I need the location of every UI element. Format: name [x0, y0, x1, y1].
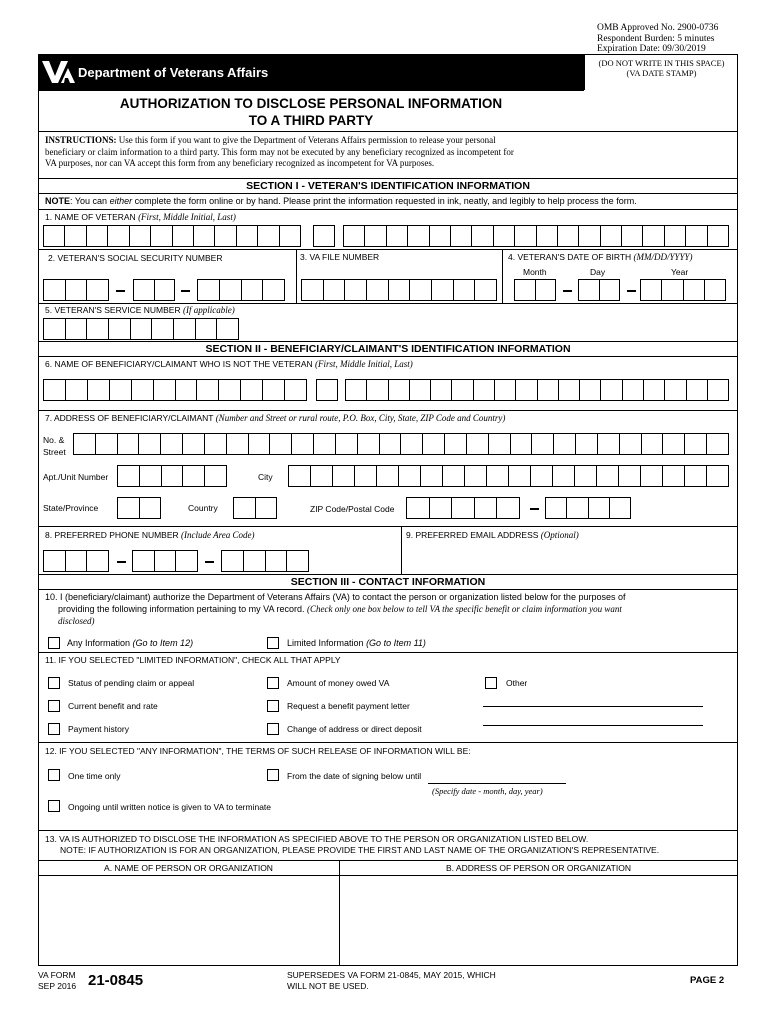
other-checkbox[interactable] [485, 677, 497, 689]
instructions-label: INSTRUCTIONS: [45, 135, 117, 145]
state-field[interactable] [117, 497, 161, 519]
note-either: either [109, 196, 133, 206]
state-label: State/Province [43, 503, 99, 513]
current-benefit-checkbox[interactable] [48, 700, 60, 712]
column-a-header: A. NAME OF PERSON OR ORGANIZATION [104, 863, 273, 873]
other-specify-line-2[interactable] [483, 725, 703, 726]
claimant-middle-initial-field[interactable] [316, 379, 338, 401]
pending-claim-label: Status of pending claim or appeal [68, 678, 195, 688]
item-12-label: 12. IF YOU SELECTED "ANY INFORMATION", THE TERMS OF SUCH RELEASE OF INFORMATION WILL BE: [45, 746, 471, 756]
ssn-part-1-field[interactable] [43, 279, 109, 301]
money-owed-checkbox[interactable] [267, 677, 279, 689]
claimant-last-name-field[interactable] [345, 379, 729, 401]
person-address-field[interactable] [341, 877, 736, 963]
apt-label: Apt./Unit Number [43, 472, 109, 482]
veteran-middle-initial-field[interactable] [313, 225, 335, 247]
zip-label: ZIP Code/Postal Code [310, 504, 395, 514]
dob-month-field[interactable] [514, 279, 556, 301]
service-number-field[interactable] [43, 318, 239, 340]
va-file-number-field[interactable] [301, 279, 497, 301]
dob-day-label: Day [590, 267, 606, 277]
phone-prefix-field[interactable] [132, 550, 198, 572]
form-title [38, 95, 584, 129]
instructions-text-2: beneficiary or claim information to a third party. This form may not be executed by any beneficiary recognized as incompetent for [45, 146, 514, 157]
va-form-label: VA FORM [38, 970, 76, 980]
instructions-text-3: VA purposes, nor can VA accept this form from any beneficiary recognized as incompetent for VA purposes. [45, 158, 435, 168]
column-b-header: B. ADDRESS OF PERSON OR ORGANIZATION [446, 863, 631, 873]
note-label: NOTE [45, 196, 71, 206]
agency-name: Department of Veterans Affairs [78, 65, 269, 80]
address-change-checkbox[interactable] [267, 723, 279, 735]
current-benefit-label: Current benefit and rate [68, 701, 158, 711]
limited-information-label: Limited Information (Go to Item 11) [287, 638, 426, 648]
from-date-label: From the date of signing below until [287, 771, 422, 781]
item-6-label: 6. NAME OF BENEFICIARY/CLAIMANT WHO IS NOT THE VETERAN (First, Middle Initial, Last) [45, 359, 413, 369]
payment-letter-label: Request a benefit payment letter [287, 701, 410, 711]
apt-number-field[interactable] [117, 465, 227, 487]
item-2-label: 2. VETERAN'S SOCIAL SECURITY NUMBER [48, 253, 223, 263]
from-date-checkbox[interactable] [267, 769, 279, 781]
ssn-part-3-field[interactable] [197, 279, 285, 301]
omb-info [597, 23, 718, 55]
omb-expiration: Expiration Date: 09/30/2019 [597, 44, 706, 54]
veteran-last-name-field[interactable] [343, 225, 729, 247]
phone-area-code-field[interactable] [43, 550, 109, 572]
any-information-checkbox[interactable] [48, 637, 60, 649]
instructions-text-1: Use this form if you want to give the Department of Veterans Affairs permission to release your personal [118, 135, 496, 145]
item-9-label: 9. PREFERRED EMAIL ADDRESS (Optional) [406, 530, 579, 540]
form-title-line2: TO A THIRD PARTY [248, 113, 374, 128]
other-specify-line-1[interactable] [483, 706, 703, 707]
email-field[interactable] [404, 544, 734, 572]
address-change-label: Change of address or direct deposit [287, 724, 422, 734]
pending-claim-checkbox[interactable] [48, 677, 60, 689]
supersedes-note: SUPERSEDES VA FORM 21-0845, MAY 2015, WHICH WILL NOT BE USED. [287, 970, 496, 991]
item-1-label: 1. NAME OF VETERAN (First, Middle Initial, Last) [45, 212, 236, 222]
zip-code-field[interactable] [406, 497, 520, 519]
person-name-field[interactable] [40, 877, 337, 963]
ongoing-label: Ongoing until written notice is given to VA to terminate [68, 802, 272, 812]
stamp-label: (VA DATE STAMP) [626, 68, 697, 78]
dob-day-field[interactable] [578, 279, 620, 301]
street-label: No. & Street [43, 435, 66, 457]
payment-history-label: Payment history [68, 724, 129, 734]
city-label: City [258, 472, 273, 482]
one-time-label: One time only [68, 771, 121, 781]
item-11-label: 11. IF YOU SELECTED "LIMITED INFORMATION", CHECK ALL THAT APPLY [45, 655, 341, 665]
section-1-title: SECTION I - VETERAN'S IDENTIFICATION INFORMATION [246, 180, 530, 192]
va-date-stamp-area [585, 58, 738, 78]
claimant-first-name-field[interactable] [43, 379, 307, 401]
form-title-line1: AUTHORIZATION TO DISCLOSE PERSONAL INFORMATION [119, 96, 503, 111]
stamp-note: (DO NOT WRITE IN THIS SPACE) [598, 58, 725, 68]
zip-extension-field[interactable] [545, 497, 631, 519]
page-number: PAGE 2 [690, 975, 725, 986]
money-owed-label: Amount of money owed VA [287, 678, 390, 688]
item-7-label: 7. ADDRESS OF BENEFICIARY/CLAIMANT (Number and Street or rural route, P.O. Box, City, State, ZIP Code and Country) [45, 413, 506, 423]
dob-year-label: Year [671, 267, 689, 277]
item-5-label: 5. VETERAN'S SERVICE NUMBER (If applicable) [45, 305, 235, 315]
item-3-label: 3. VA FILE NUMBER [300, 252, 380, 262]
note-text-b: complete the form online or by hand. Please print the information requested in ink, neatly, and legibly to help process the form. [132, 196, 637, 206]
any-information-label: Any Information (Go to Item 12) [67, 638, 194, 648]
veteran-first-name-field[interactable] [43, 225, 301, 247]
form-number: 21-0845 [88, 972, 144, 989]
form-id-small [38, 970, 76, 992]
item-10-text: 10. I (beneficiary/claimant) authorize the Department of Veterans Affairs (VA) to contact the person or organization listed below for the purposes of providing the following information pertaining to my VA record. (Check only one box below to tell VA the specific benefit or claim information you want disclosed) [45, 592, 626, 626]
form-date: SEP 2016 [38, 981, 77, 991]
phone-line-field[interactable] [221, 550, 309, 572]
until-date-line[interactable] [428, 783, 566, 784]
dob-year-field[interactable] [640, 279, 726, 301]
other-label: Other [506, 678, 528, 688]
dob-month-label: Month [523, 267, 547, 277]
limited-information-checkbox[interactable] [267, 637, 279, 649]
agency-header-bar [38, 54, 584, 90]
section-3-title: SECTION III - CONTACT INFORMATION [290, 576, 486, 588]
payment-letter-checkbox[interactable] [267, 700, 279, 712]
country-field[interactable] [233, 497, 277, 519]
item-8-label: 8. PREFERRED PHONE NUMBER (Include Area Code) [45, 530, 255, 540]
ssn-part-2-field[interactable] [133, 279, 175, 301]
section-2-title: SECTION II - BENEFICIARY/CLAIMANT'S IDENTIFICATION INFORMATION [205, 343, 571, 355]
omb-burden: Respondent Burden: 5 minutes [597, 33, 715, 44]
omb-approved: OMB Approved No. 2900-0736 [597, 23, 719, 33]
section-1-note [45, 196, 637, 206]
one-time-checkbox[interactable] [48, 769, 60, 781]
country-label: Country [188, 503, 218, 513]
street-address-field[interactable] [73, 433, 729, 455]
specify-date-hint: (Specify date - month, day, year) [432, 786, 543, 796]
va-seal-logo-icon [41, 58, 77, 86]
ongoing-checkbox[interactable] [48, 800, 60, 812]
instructions [45, 135, 735, 170]
item-13-text: 13. VA IS AUTHORIZED TO DISCLOSE THE INFORMATION AS SPECIFIED ABOVE TO THE PERSON OR ORGANIZATION LISTED BELOW. NOTE: IF AUTHORIZATION IS FOR AN ORGANIZATION, PLEASE PROVIDE THE FIRST AND LAST NAME OF THE ORGANIZATION'S REPRESENTATIVE. [45, 834, 660, 855]
note-text-a: : You can [70, 196, 110, 206]
payment-history-checkbox[interactable] [48, 723, 60, 735]
city-field[interactable] [288, 465, 729, 487]
item-4-label: 4. VETERAN'S DATE OF BIRTH (MM/DD/YYYY) [508, 252, 693, 262]
